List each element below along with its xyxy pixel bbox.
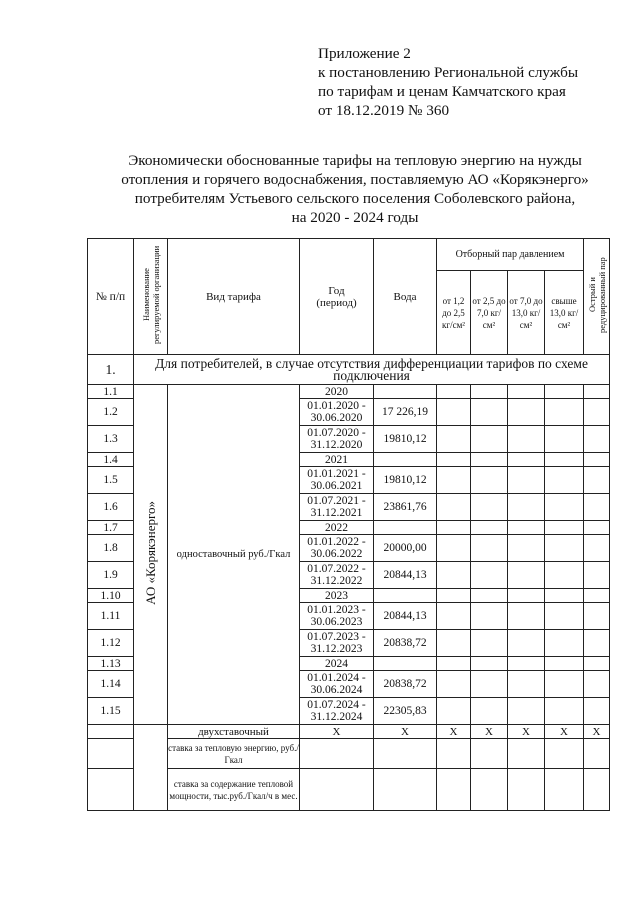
row-num: 1.9 xyxy=(88,562,134,589)
empty-cell xyxy=(584,399,610,426)
empty-cell xyxy=(437,521,471,535)
empty-cell xyxy=(437,399,471,426)
header-sharp xyxy=(584,239,610,355)
header-p4: свыше 13,0 кг/см² xyxy=(545,271,584,355)
org-cell-bottom xyxy=(134,725,168,811)
empty-cell xyxy=(471,671,508,698)
row-period: 01.01.2022 - 30.06.2022 xyxy=(300,535,374,562)
empty-cell xyxy=(471,603,508,630)
org-name-cell xyxy=(134,385,168,725)
empty-cell xyxy=(471,698,508,725)
header-p1: от 1,2 до 2,5 кг/см² xyxy=(437,271,471,355)
row-period: 01.07.2020 - 31.12.2020 xyxy=(300,426,374,453)
appendix-line: Приложение 2 xyxy=(318,45,411,62)
row-num: 1.15 xyxy=(88,698,134,725)
empty-cell xyxy=(508,630,545,657)
header-org-text: Наименование регулируемой организации xyxy=(140,245,161,345)
empty-cell xyxy=(437,535,471,562)
two-part-mark: X xyxy=(471,725,508,739)
row-period: 2022 xyxy=(300,521,374,535)
row-period: 2023 xyxy=(300,589,374,603)
row-water-value: 20844,13 xyxy=(374,562,437,589)
title-line: на 2020 - 2024 годы xyxy=(291,209,419,226)
row-num: 1.7 xyxy=(88,521,134,535)
empty-cell xyxy=(437,494,471,521)
rate-capacity-label: ставка за содержание тепловой мощности, тыс.руб./Гкал/ч в мес. xyxy=(168,769,300,811)
row-num: 1.13 xyxy=(88,657,134,671)
empty-cell xyxy=(437,562,471,589)
row-num: 1.11 xyxy=(88,603,134,630)
empty-cell xyxy=(584,453,610,467)
row-period: 01.01.2023 - 30.06.2023 xyxy=(300,603,374,630)
row-water-value: 19810,12 xyxy=(374,467,437,494)
title-line: потребителям Устьевого сельского поселения Соболевского района, xyxy=(134,190,576,207)
row-water-value: 20844,13 xyxy=(374,603,437,630)
empty-cell xyxy=(584,657,610,671)
empty-cell xyxy=(584,426,610,453)
header-water: Вода xyxy=(374,239,437,355)
two-part-mark: X xyxy=(437,725,471,739)
row-num: 1.14 xyxy=(88,671,134,698)
header-year: Год (период) xyxy=(300,239,374,355)
empty-cell xyxy=(545,535,584,562)
row-water-value: 17 226,19 xyxy=(374,399,437,426)
row-num: 1.1 xyxy=(88,385,134,399)
row-period: 01.07.2023 - 31.12.2023 xyxy=(300,630,374,657)
row-water-value xyxy=(374,521,437,535)
row-water-value: 20838,72 xyxy=(374,630,437,657)
header-num: № п/п xyxy=(88,239,134,355)
empty-cell xyxy=(437,589,471,603)
header-steam: Отборный пар давлением xyxy=(437,239,584,271)
row-period: 01.07.2022 - 31.12.2022 xyxy=(300,562,374,589)
empty-cell xyxy=(471,453,508,467)
empty-cell xyxy=(471,562,508,589)
empty-cell xyxy=(471,467,508,494)
row-water-value xyxy=(374,385,437,399)
table-row xyxy=(88,385,610,399)
empty-cell xyxy=(471,589,508,603)
section-text: Для потребителей, в случае отсутствия дифференциации тарифов по схеме подключения xyxy=(134,355,610,385)
empty-cell xyxy=(508,494,545,521)
empty-cell xyxy=(88,725,134,739)
document-title xyxy=(90,151,620,227)
empty-cell xyxy=(584,385,610,399)
empty-cell xyxy=(545,453,584,467)
empty-cell xyxy=(437,671,471,698)
empty-cell xyxy=(437,698,471,725)
row-period: 01.07.2024 - 31.12.2024 xyxy=(300,698,374,725)
empty-cell xyxy=(471,426,508,453)
empty-cell xyxy=(508,562,545,589)
title-line: Экономически обоснованные тарифы на тепловую энергию на нужды xyxy=(128,152,582,169)
empty-cell xyxy=(584,535,610,562)
header-org xyxy=(134,239,168,355)
empty-cell xyxy=(508,453,545,467)
empty-cell xyxy=(471,630,508,657)
empty-cell xyxy=(545,589,584,603)
empty-cell xyxy=(508,698,545,725)
appendix-line: от 18.12.2019 № 360 xyxy=(318,102,450,119)
appendix-line: по тарифам и ценам Камчатского края xyxy=(318,83,566,100)
row-num: 1.5 xyxy=(88,467,134,494)
empty-cell xyxy=(508,426,545,453)
row-water-value xyxy=(374,589,437,603)
empty-cell xyxy=(471,657,508,671)
rate-energy-label: ставка за тепловую энергию, руб./Гкал xyxy=(168,739,300,769)
empty-cell xyxy=(437,657,471,671)
two-part-mark: X xyxy=(508,725,545,739)
empty-cell xyxy=(545,521,584,535)
header-sharp-text: Острый и редуцированный пар xyxy=(586,257,607,333)
tariff-table xyxy=(87,238,610,811)
two-part-mark: X xyxy=(374,725,437,739)
empty-cell xyxy=(508,521,545,535)
empty-cell xyxy=(508,399,545,426)
empty-cell xyxy=(471,521,508,535)
empty-cell xyxy=(437,630,471,657)
empty-cell xyxy=(545,399,584,426)
row-num: 1.12 xyxy=(88,630,134,657)
empty-cell xyxy=(584,494,610,521)
empty-cell xyxy=(508,603,545,630)
title-line: отопления и горячего водоснабжения, поставляемую АО «Корякэнерго» xyxy=(121,171,589,188)
row-period: 2020 xyxy=(300,385,374,399)
empty-cell xyxy=(471,399,508,426)
empty-cell xyxy=(545,562,584,589)
empty-cell xyxy=(545,385,584,399)
two-part-mark: X xyxy=(584,725,610,739)
empty-cell xyxy=(545,698,584,725)
empty-cell xyxy=(88,739,134,769)
row-water-value: 23861,76 xyxy=(374,494,437,521)
row-num: 1.4 xyxy=(88,453,134,467)
empty-cell xyxy=(437,453,471,467)
empty-cell xyxy=(508,589,545,603)
header-p2: от 2,5 до 7,0 кг/см² xyxy=(471,271,508,355)
empty-cell xyxy=(545,426,584,453)
empty-cell xyxy=(584,589,610,603)
empty-cell xyxy=(437,603,471,630)
header-tariff: Вид тарифа xyxy=(168,239,300,355)
empty-cell xyxy=(471,535,508,562)
empty-cell xyxy=(508,535,545,562)
empty-cell xyxy=(508,385,545,399)
empty-cell xyxy=(508,671,545,698)
empty-cell xyxy=(88,769,134,811)
row-period: 2024 xyxy=(300,657,374,671)
appendix-line: к постановлению Региональной службы xyxy=(318,64,579,81)
row-period: 01.01.2021 - 30.06.2021 xyxy=(300,467,374,494)
tariff-type-cell: одноставочный руб./Гкал xyxy=(168,385,300,725)
empty-cell xyxy=(584,521,610,535)
row-num: 1.8 xyxy=(88,535,134,562)
row-period: 01.01.2020 - 30.06.2020 xyxy=(300,399,374,426)
empty-cell xyxy=(584,630,610,657)
row-num: 1.6 xyxy=(88,494,134,521)
empty-cell xyxy=(508,467,545,494)
two-part-mark: X xyxy=(545,725,584,739)
empty-cell xyxy=(584,671,610,698)
empty-cell xyxy=(545,603,584,630)
empty-cell xyxy=(584,562,610,589)
empty-cell xyxy=(437,385,471,399)
row-water-value: 20000,00 xyxy=(374,535,437,562)
empty-cell xyxy=(545,657,584,671)
empty-cell xyxy=(545,494,584,521)
empty-cell xyxy=(545,467,584,494)
row-num: 1.3 xyxy=(88,426,134,453)
row-period: 01.07.2021 - 31.12.2021 xyxy=(300,494,374,521)
row-water-value xyxy=(374,657,437,671)
empty-cell xyxy=(584,603,610,630)
empty-cell xyxy=(437,467,471,494)
section-num: 1. xyxy=(88,355,134,385)
row-period: 2021 xyxy=(300,453,374,467)
empty-cell xyxy=(437,426,471,453)
row-water-value xyxy=(374,453,437,467)
empty-cell xyxy=(545,671,584,698)
two-part-mark: X xyxy=(300,725,374,739)
row-num: 1.2 xyxy=(88,399,134,426)
row-num: 1.10 xyxy=(88,589,134,603)
row-period: 01.01.2024 - 30.06.2024 xyxy=(300,671,374,698)
empty-cell xyxy=(584,698,610,725)
empty-cell xyxy=(584,467,610,494)
empty-cell xyxy=(471,494,508,521)
appendix-heading xyxy=(318,44,618,120)
empty-cell xyxy=(508,657,545,671)
two-part-label: двухставочный xyxy=(168,725,300,739)
org-name: АО «Корякэнерго» xyxy=(142,501,158,605)
empty-cell xyxy=(545,630,584,657)
row-water-value: 20838,72 xyxy=(374,671,437,698)
empty-cell xyxy=(471,385,508,399)
row-water-value: 22305,83 xyxy=(374,698,437,725)
header-p3: от 7,0 до 13,0 кг/см² xyxy=(508,271,545,355)
row-water-value: 19810,12 xyxy=(374,426,437,453)
